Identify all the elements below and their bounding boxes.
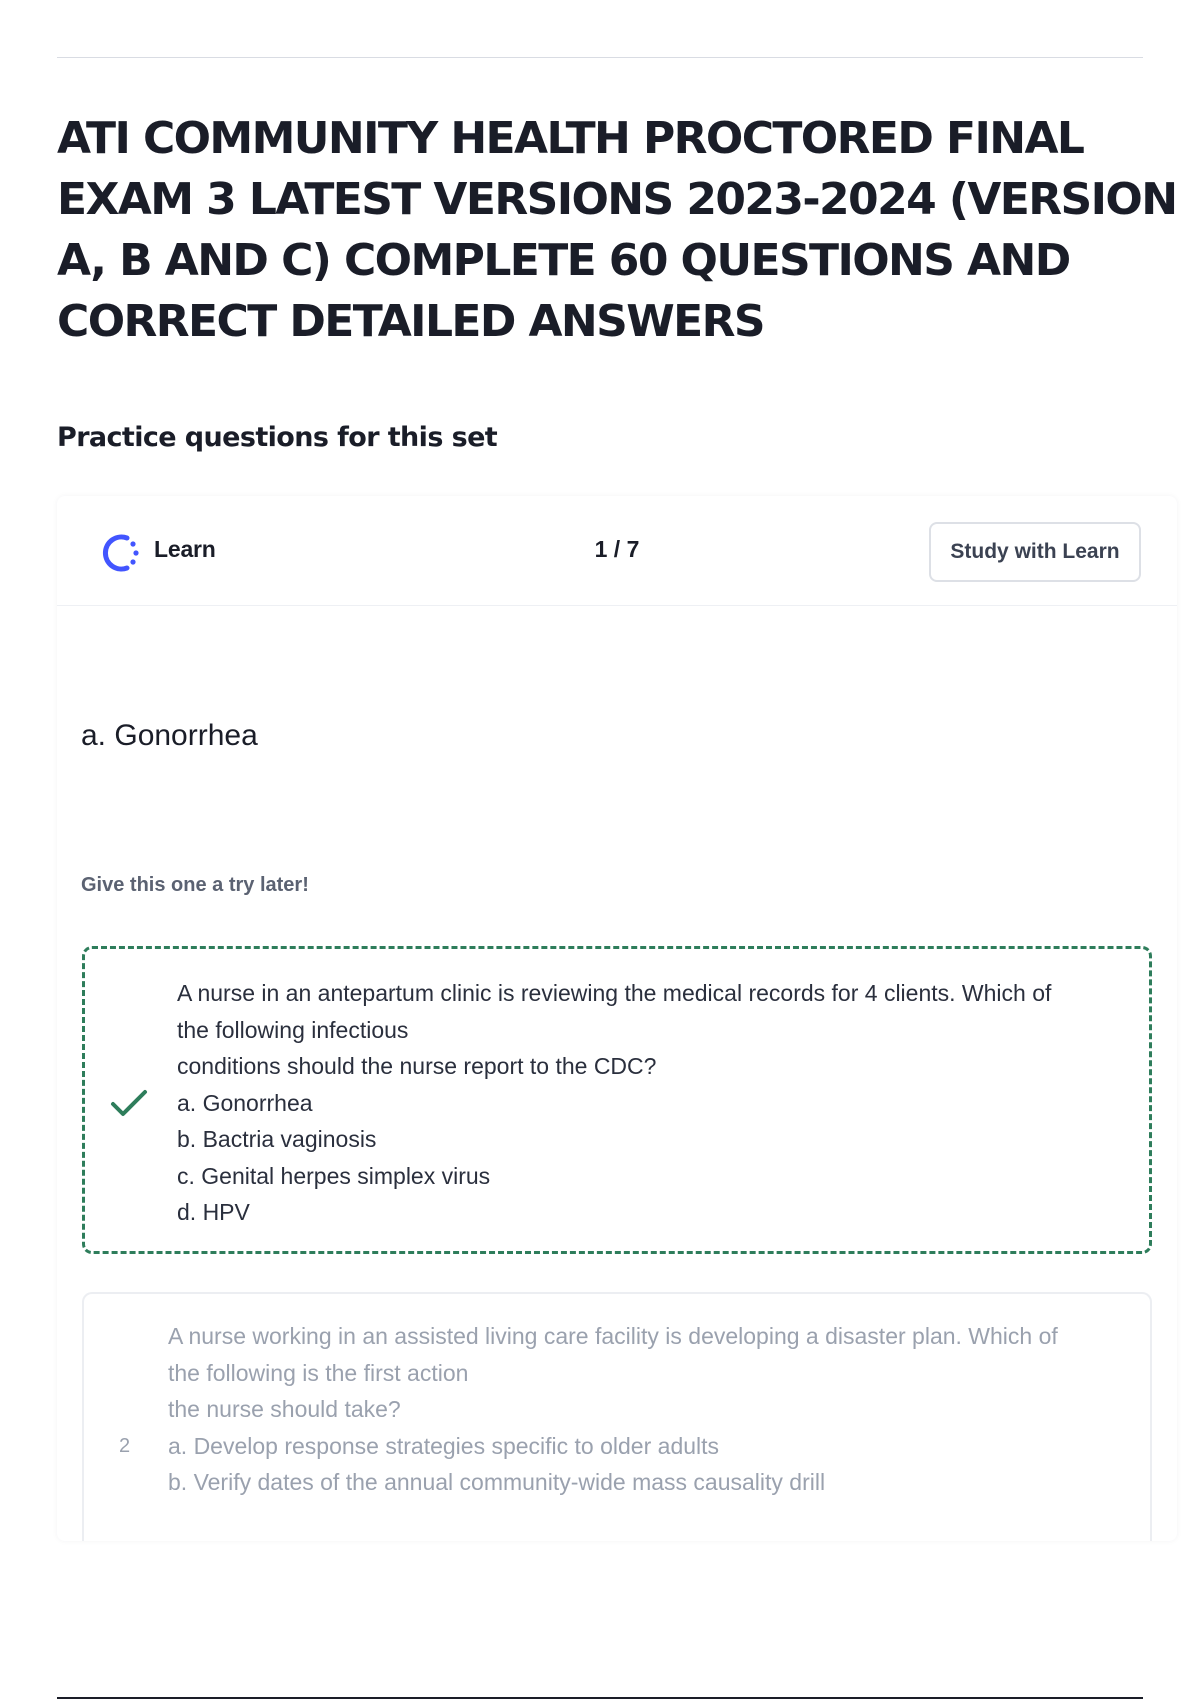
option-line: A nurse in an antepartum clinic is reviewing the medical records for 4 clients. Which of — [177, 980, 1052, 1006]
page-title — [57, 108, 1177, 352]
option-line: d. HPV — [177, 1199, 250, 1225]
option-line: b. Bactria vaginosis — [177, 1126, 377, 1152]
option-number: 2 — [119, 1435, 131, 1457]
option-line: conditions should the nurse report to the CDC? — [177, 1053, 657, 1079]
option-line: b. Verify dates of the annual community-wide mass causality drill — [168, 1469, 826, 1495]
answer-option-correct[interactable] — [82, 946, 1152, 1254]
option-line: a. Develop response strategies specific to older adults — [168, 1432, 720, 1459]
option-line: c. Genital herpes simplex virus — [177, 1162, 491, 1189]
learn-card — [57, 496, 1177, 1541]
check-icon — [110, 1089, 148, 1119]
option-line: the following is the first action — [168, 1359, 469, 1386]
section-title: Practice questions for this set — [57, 422, 498, 453]
option-text — [168, 1318, 1128, 1501]
option-line: the following infectious — [177, 1016, 409, 1043]
title-line: CORRECT DETAILED ANSWERS — [57, 296, 765, 347]
option-text — [177, 975, 1137, 1231]
learn-header — [57, 496, 1177, 606]
bottom-divider — [57, 1697, 1143, 1699]
answer-option[interactable] — [82, 1292, 1152, 1541]
question-counter: 1 / 7 — [594, 536, 640, 562]
option-line: a. Gonorrhea — [177, 1089, 313, 1116]
option-line: A nurse working in an assisted living care facility is developing a disaster plan. Which of — [168, 1323, 1058, 1349]
title-line: EXAM 3 LATEST VERSIONS 2023-2024 (VERSION — [57, 174, 1177, 225]
hint-text: Give this one a try later! — [81, 874, 309, 896]
answer-text: a. Gonorrhea — [81, 719, 258, 752]
learn-label: Learn — [154, 536, 216, 562]
study-with-learn-button[interactable]: Study with Learn — [929, 522, 1141, 582]
title-line: ATI COMMUNITY HEALTH PROCTORED FINAL — [57, 113, 1084, 164]
option-line: the nurse should take? — [168, 1396, 401, 1422]
learn-progress-icon — [97, 531, 141, 575]
top-divider — [57, 57, 1143, 58]
title-line: A, B AND C) COMPLETE 60 QUESTIONS AND — [57, 235, 1070, 286]
